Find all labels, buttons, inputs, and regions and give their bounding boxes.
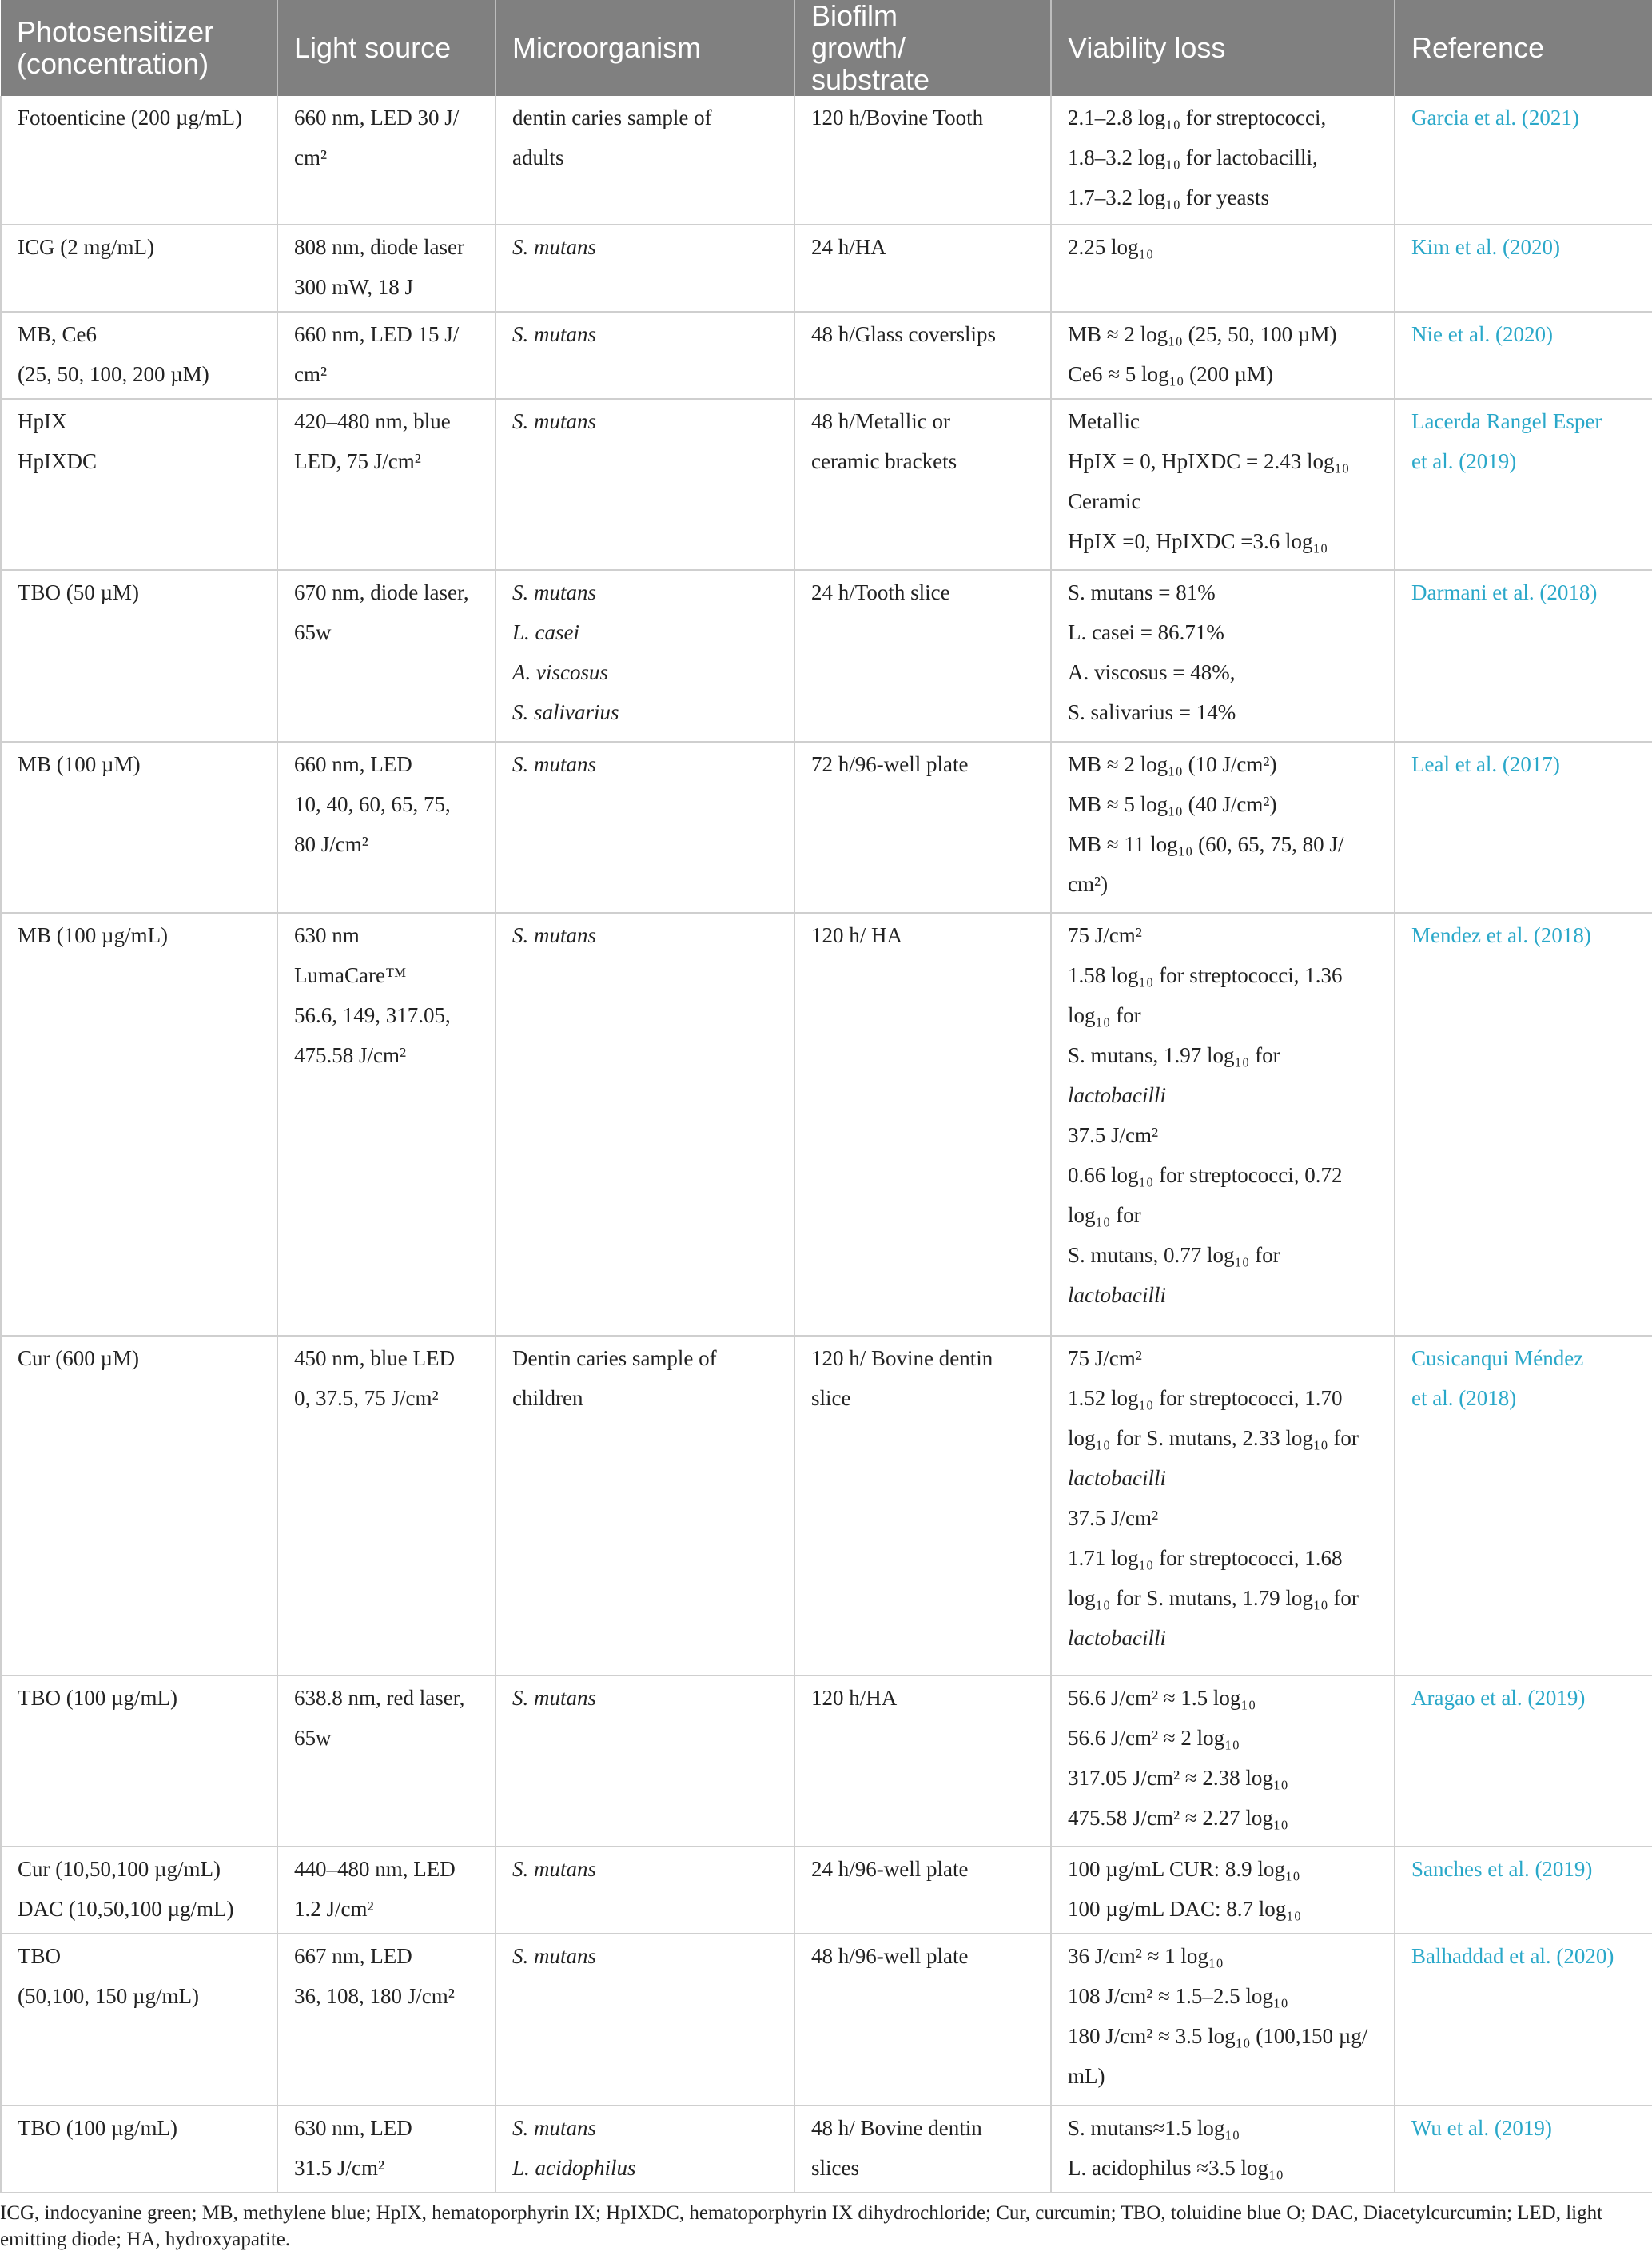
table-footnote: ICG, indocyanine green; MB, methylene blue; HpIX, hematoporphyrin IX; HpIXDC, hematoporphyrin IX dihydrochloride; Cur, curcumin; TBO, toluidine blue O; DAC, Diacetylcurcumin; LED, light emitting diode; HA, hydroxyapatite. — [0, 2202, 1603, 2250]
cell-biofilm — [794, 399, 1051, 570]
cell-biofilm — [794, 312, 1051, 399]
cell-viability-loss-line: HpIX = 0, HpIXDC = 2.43 log₁₀ — [1068, 449, 1350, 474]
header-light-source: Light source — [277, 0, 496, 96]
cell-viability-loss-line: 36 J/cm² ≈ 1 log₁₀ — [1068, 1944, 1224, 1969]
cell-light-source-line: 808 nm, diode laser — [294, 234, 464, 259]
cell-light-source-line: 630 nm, LED — [294, 2115, 412, 2140]
cell-biofilm-line: 120 h/ Bovine dentin — [811, 1346, 993, 1371]
cell-viability-loss-line: Ceramic — [1068, 489, 1141, 514]
header-viability-loss: Viability loss — [1051, 0, 1395, 96]
cell-reference-line[interactable]: et al. (2019) — [1411, 449, 1517, 474]
cell-biofilm-line: 120 h/HA — [811, 1685, 898, 1710]
cell-reference-line[interactable]: Balhaddad et al. (2020) — [1411, 1944, 1614, 1969]
table-row — [1, 2106, 1652, 2193]
cell-viability-loss — [1051, 570, 1395, 741]
cell-microorganism — [496, 1847, 794, 1934]
cell-light-source-line: 670 nm, diode laser, — [294, 580, 469, 605]
cell-photosensitizer — [1, 1847, 277, 1934]
cell-reference[interactable] — [1395, 399, 1652, 570]
cell-reference[interactable] — [1395, 2106, 1652, 2193]
cell-photosensitizer-line: HpIXDC — [18, 449, 97, 474]
cell-viability-loss-line: MB ≈ 5 log₁₀ (40 J/cm²) — [1068, 791, 1277, 816]
cell-reference-line[interactable]: Sanches et al. (2019) — [1411, 1857, 1593, 1882]
cell-viability-loss-line: lactobacilli — [1068, 1626, 1166, 1651]
cell-microorganism-line: A. viscosus — [512, 660, 608, 685]
cell-photosensitizer-line: TBO — [18, 1944, 61, 1969]
cell-light-source — [277, 399, 496, 570]
cell-biofilm-line: slice — [811, 1386, 851, 1411]
cell-photosensitizer-line: MB (100 µg/mL) — [18, 923, 169, 948]
cell-biofilm-line: 24 h/HA — [811, 234, 886, 259]
cell-biofilm-line: 24 h/Tooth slice — [811, 580, 950, 605]
table-row — [1, 1675, 1652, 1847]
cell-microorganism-line: children — [512, 1386, 583, 1411]
cell-light-source-line: 638.8 nm, red laser, — [294, 1685, 465, 1710]
cell-microorganism — [496, 1336, 794, 1675]
cell-viability-loss-line: S. mutans, 1.97 log₁₀ for — [1068, 1043, 1280, 1068]
cell-viability-loss-line: log₁₀ for S. mutans, 2.33 log₁₀ for — [1068, 1426, 1359, 1451]
cell-reference-line[interactable]: Wu et al. (2019) — [1411, 2115, 1552, 2140]
cell-microorganism-line: S. mutans — [512, 2115, 597, 2140]
cell-viability-loss-line: lactobacilli — [1068, 1083, 1166, 1108]
cell-biofilm-line: 48 h/Metallic or — [811, 409, 950, 434]
cell-photosensitizer-line: (50,100, 150 µg/mL) — [18, 1984, 200, 2009]
table-row — [1, 96, 1652, 225]
cell-viability-loss-line: 1.7–3.2 log₁₀ for yeasts — [1068, 185, 1270, 209]
cell-light-source-line: 0, 37.5, 75 J/cm² — [294, 1386, 439, 1411]
cell-microorganism-line: S. mutans — [512, 409, 597, 434]
cell-microorganism-line: S. mutans — [512, 234, 597, 259]
cell-microorganism — [496, 225, 794, 312]
cell-viability-loss-line: S. mutans = 81% — [1068, 580, 1216, 605]
cell-photosensitizer-line: Cur (10,50,100 µg/mL) — [18, 1857, 221, 1882]
cell-microorganism-line: S. mutans — [512, 1944, 597, 1969]
cell-light-source-line: 65w — [294, 620, 332, 645]
cell-light-source-line: 420–480 nm, blue — [294, 409, 451, 434]
cell-viability-loss — [1051, 1675, 1395, 1847]
header-microorganism: Microorganism — [496, 0, 794, 96]
cell-reference-line[interactable]: Nie et al. (2020) — [1411, 321, 1553, 346]
cell-viability-loss-line: 100 µg/mL DAC: 8.7 log₁₀ — [1068, 1897, 1302, 1922]
cell-reference[interactable] — [1395, 570, 1652, 741]
cell-viability-loss-line: S. salivarius = 14% — [1068, 700, 1236, 725]
cell-light-source-line: 450 nm, blue LED — [294, 1346, 455, 1371]
cell-biofilm-line: 72 h/96-well plate — [811, 751, 969, 776]
cell-biofilm — [794, 2106, 1051, 2193]
cell-viability-loss-line: L. casei = 86.71% — [1068, 620, 1224, 645]
cell-viability-loss-line: L. acidophilus ≈3.5 log₁₀ — [1068, 2155, 1284, 2180]
cell-viability-loss — [1051, 2106, 1395, 2193]
table-row — [1, 312, 1652, 399]
cell-microorganism-line: dentin caries sample of — [512, 106, 712, 129]
header-photosensitizer: Photosensitizer (concentration) — [1, 0, 277, 96]
table-header-row — [1, 0, 1652, 96]
cell-photosensitizer — [1, 2106, 277, 2193]
cell-light-source-line: 475.58 J/cm² — [294, 1043, 407, 1068]
cell-viability-loss-line: 56.6 J/cm² ≈ 2 log₁₀ — [1068, 1725, 1240, 1750]
table-row — [1, 399, 1652, 570]
cell-biofilm-line: 48 h/Glass coverslips — [811, 321, 996, 346]
cell-light-source-line: 440–480 nm, LED — [294, 1857, 456, 1882]
cell-light-source — [277, 2106, 496, 2193]
table-row — [1, 913, 1652, 1336]
cell-biofilm — [794, 742, 1051, 913]
cell-viability-loss-line: A. viscosus = 48%, — [1068, 660, 1236, 685]
cell-viability-loss-line: 37.5 J/cm² — [1068, 1123, 1159, 1148]
cell-viability-loss — [1051, 96, 1395, 225]
cell-reference-line[interactable]: Mendez et al. (2018) — [1411, 923, 1591, 948]
cell-light-source-line: 667 nm, LED — [294, 1944, 412, 1969]
cell-light-source-line: LED, 75 J/cm² — [294, 449, 421, 474]
cell-photosensitizer-line: TBO (100 µg/mL) — [18, 1685, 178, 1710]
cell-viability-loss-line: lactobacilli — [1068, 1466, 1166, 1491]
cell-photosensitizer-line: MB, Ce6 — [18, 321, 98, 346]
cell-light-source — [277, 225, 496, 312]
cell-viability-loss — [1051, 1934, 1395, 2105]
cell-reference-line[interactable]: et al. (2018) — [1411, 1386, 1517, 1411]
cell-viability-loss-line: 180 J/cm² ≈ 3.5 log₁₀ (100,150 µg/ — [1068, 2024, 1368, 2049]
cell-photosensitizer-line: ICG (2 mg/mL) — [18, 234, 154, 259]
cell-viability-loss — [1051, 1336, 1395, 1675]
cell-viability-loss-line: MB ≈ 2 log₁₀ (10 J/cm²) — [1068, 751, 1277, 776]
cell-photosensitizer — [1, 96, 277, 225]
cell-viability-loss-line: 2.1–2.8 log₁₀ for streptococci, — [1068, 106, 1327, 129]
cell-microorganism-line: S. salivarius — [512, 700, 619, 725]
cell-microorganism — [496, 312, 794, 399]
cell-biofilm — [794, 96, 1051, 225]
cell-light-source-line: LumaCare™ — [294, 963, 407, 988]
cell-light-source — [277, 1934, 496, 2105]
cell-biofilm-line: 120 h/ HA — [811, 923, 902, 948]
cell-photosensitizer-line: TBO (100 µg/mL) — [18, 2115, 178, 2140]
cell-photosensitizer-line: TBO (50 µM) — [18, 580, 140, 605]
header-biofilm: Biofilm growth/ substrate — [794, 0, 1051, 96]
cell-microorganism-line: S. mutans — [512, 751, 597, 776]
cell-light-source-line: cm² — [294, 145, 328, 169]
cell-microorganism-line: S. mutans — [512, 1685, 597, 1710]
cell-microorganism-line: L. casei — [512, 620, 579, 645]
cell-viability-loss-line: 75 J/cm² — [1068, 1346, 1142, 1371]
header-reference: Reference — [1395, 0, 1652, 96]
cell-viability-loss-line: mL) — [1068, 2064, 1105, 2089]
cell-viability-loss-line: S. mutans, 0.77 log₁₀ for — [1068, 1243, 1280, 1268]
cell-reference-line[interactable]: Leal et al. (2017) — [1411, 751, 1560, 776]
cell-microorganism — [496, 96, 794, 225]
cell-light-source-line: 630 nm — [294, 923, 360, 948]
cell-photosensitizer — [1, 1336, 277, 1675]
cell-reference[interactable] — [1395, 1675, 1652, 1847]
cell-viability-loss-line: Metallic — [1068, 409, 1140, 434]
cell-viability-loss-line: 475.58 J/cm² ≈ 2.27 log₁₀ — [1068, 1805, 1288, 1830]
cell-photosensitizer — [1, 1675, 277, 1847]
cell-microorganism — [496, 399, 794, 570]
cell-photosensitizer-line: (25, 50, 100, 200 µM) — [18, 361, 209, 386]
cell-photosensitizer-line: HpIX — [18, 409, 67, 434]
cell-photosensitizer-line: MB (100 µM) — [18, 751, 141, 776]
cell-biofilm — [794, 1675, 1051, 1847]
cell-light-source — [277, 1675, 496, 1847]
cell-viability-loss-line: Ce6 ≈ 5 log₁₀ (200 µM) — [1068, 361, 1273, 386]
cell-light-source — [277, 913, 496, 1336]
cell-viability-loss — [1051, 312, 1395, 399]
cell-viability-loss-line: log₁₀ for S. mutans, 1.79 log₁₀ for — [1068, 1586, 1359, 1611]
cell-reference-line[interactable]: Aragao et al. (2019) — [1411, 1685, 1586, 1710]
cell-light-source-line: 31.5 J/cm² — [294, 2155, 385, 2180]
cell-photosensitizer-line: Cur (600 µM) — [18, 1346, 140, 1371]
cell-light-source — [277, 1336, 496, 1675]
cell-biofilm — [794, 225, 1051, 312]
cell-viability-loss-line: lactobacilli — [1068, 1283, 1166, 1308]
cell-light-source-line: 80 J/cm² — [294, 831, 368, 856]
cell-microorganism-line: S. mutans — [512, 321, 597, 346]
cell-viability-loss-line: HpIX =0, HpIXDC =3.6 log₁₀ — [1068, 529, 1328, 554]
cell-microorganism — [496, 913, 794, 1336]
table-row — [1, 1934, 1652, 2105]
cell-microorganism-line: adults — [512, 145, 564, 169]
cell-photosensitizer-line: Fotoenticine (200 µg/mL) — [18, 106, 243, 129]
cell-light-source-line: 36, 108, 180 J/cm² — [294, 1984, 455, 2009]
cell-biofilm-line: 24 h/96-well plate — [811, 1857, 969, 1882]
cell-viability-loss-line: cm²) — [1068, 871, 1109, 896]
cell-light-source — [277, 570, 496, 741]
cell-viability-loss — [1051, 225, 1395, 312]
cell-biofilm-line: slices — [811, 2155, 859, 2180]
cell-viability-loss-line: 108 J/cm² ≈ 1.5–2.5 log₁₀ — [1068, 1984, 1288, 2009]
cell-reference[interactable] — [1395, 742, 1652, 913]
cell-reference[interactable] — [1395, 312, 1652, 399]
cell-viability-loss-line: 1.71 log₁₀ for streptococci, 1.68 — [1068, 1546, 1343, 1571]
cell-reference[interactable] — [1395, 96, 1652, 225]
cell-microorganism-line: Dentin caries sample of — [512, 1346, 717, 1371]
cell-biofilm — [794, 913, 1051, 1336]
cell-biofilm-line: 48 h/ Bovine dentin — [811, 2115, 982, 2140]
cell-light-source-line: 660 nm, LED — [294, 751, 412, 776]
cell-microorganism — [496, 570, 794, 741]
cell-viability-loss-line: MB ≈ 11 log₁₀ (60, 65, 75, 80 J/ — [1068, 831, 1344, 856]
cell-reference[interactable] — [1395, 1934, 1652, 2105]
cell-light-source-line: 300 mW, 18 J — [294, 274, 414, 299]
cell-viability-loss-line: log₁₀ for — [1068, 1203, 1141, 1228]
cell-photosensitizer — [1, 913, 277, 1336]
cell-viability-loss-line: log₁₀ for — [1068, 1003, 1141, 1028]
cell-viability-loss-line: 100 µg/mL CUR: 8.9 log₁₀ — [1068, 1857, 1300, 1882]
cell-viability-loss-line: 37.5 J/cm² — [1068, 1506, 1159, 1531]
cell-reference-line[interactable]: Lacerda Rangel Esper — [1411, 409, 1602, 434]
cell-reference[interactable] — [1395, 1336, 1652, 1675]
cell-biofilm — [794, 1336, 1051, 1675]
cell-microorganism-line: S. mutans — [512, 923, 597, 948]
cell-biofilm — [794, 1934, 1051, 2105]
cell-microorganism-line: L. acidophilus — [512, 2155, 636, 2180]
cell-light-source — [277, 96, 496, 225]
cell-viability-loss — [1051, 742, 1395, 913]
cell-light-source-line: 1.2 J/cm² — [294, 1897, 374, 1922]
cell-biofilm-line: 48 h/96-well plate — [811, 1944, 969, 1969]
cell-biofilm-line: ceramic brackets — [811, 449, 957, 474]
cell-viability-loss-line: 1.8–3.2 log₁₀ for lactobacilli, — [1068, 145, 1318, 169]
cell-reference-line[interactable]: Kim et al. (2020) — [1411, 234, 1560, 259]
cell-photosensitizer-line: DAC (10,50,100 µg/mL) — [18, 1897, 234, 1922]
cell-photosensitizer — [1, 742, 277, 913]
cell-microorganism — [496, 742, 794, 913]
cell-light-source-line: cm² — [294, 361, 328, 386]
table-row — [1, 1336, 1652, 1675]
cell-photosensitizer — [1, 225, 277, 312]
cell-viability-loss — [1051, 1847, 1395, 1934]
cell-light-source-line: 56.6, 149, 317.05, — [294, 1003, 451, 1028]
cell-viability-loss-line: 1.58 log₁₀ for streptococci, 1.36 — [1068, 963, 1343, 988]
cell-viability-loss-line: 1.52 log₁₀ for streptococci, 1.70 — [1068, 1386, 1343, 1411]
cell-light-source — [277, 1847, 496, 1934]
cell-reference[interactable] — [1395, 1847, 1652, 1934]
cell-biofilm — [794, 570, 1051, 741]
cell-biofilm-line: 120 h/Bovine Tooth — [811, 106, 984, 129]
table-row — [1, 225, 1652, 312]
cell-photosensitizer — [1, 312, 277, 399]
cell-reference[interactable] — [1395, 225, 1652, 312]
cell-viability-loss-line: S. mutans≈1.5 log₁₀ — [1068, 2115, 1240, 2140]
table-body — [1, 96, 1652, 2193]
cell-microorganism — [496, 2106, 794, 2193]
cell-viability-loss-line: MB ≈ 2 log₁₀ (25, 50, 100 µM) — [1068, 321, 1337, 346]
cell-reference[interactable] — [1395, 913, 1652, 1336]
cell-viability-loss-line: 56.6 J/cm² ≈ 1.5 log₁₀ — [1068, 1685, 1256, 1710]
cell-light-source — [277, 742, 496, 913]
cell-microorganism — [496, 1675, 794, 1847]
cell-microorganism-line: S. mutans — [512, 1857, 597, 1882]
cell-light-source-line: 10, 40, 60, 65, 75, — [294, 791, 451, 816]
cell-viability-loss-line: 2.25 log₁₀ — [1068, 234, 1154, 259]
cell-viability-loss-line: 317.05 J/cm² ≈ 2.38 log₁₀ — [1068, 1765, 1288, 1790]
cell-photosensitizer — [1, 1934, 277, 2105]
table-row — [1, 1847, 1652, 1934]
cell-biofilm — [794, 1847, 1051, 1934]
cell-reference-line[interactable]: Garcia et al. (2021) — [1411, 106, 1579, 129]
cell-photosensitizer — [1, 399, 277, 570]
cell-microorganism-line: S. mutans — [512, 580, 597, 605]
cell-light-source — [277, 312, 496, 399]
cell-viability-loss-line: 0.66 log₁₀ for streptococci, 0.72 — [1068, 1163, 1343, 1188]
cell-photosensitizer — [1, 570, 277, 741]
cell-light-source-line: 660 nm, LED 15 J/ — [294, 321, 460, 346]
cell-light-source-line: 660 nm, LED 30 J/ — [294, 106, 460, 129]
cell-reference-line[interactable]: Cusicanqui Méndez — [1411, 1346, 1584, 1371]
cell-reference-line[interactable]: Darmani et al. (2018) — [1411, 580, 1598, 605]
cell-viability-loss-line: 75 J/cm² — [1068, 923, 1142, 948]
table-row — [1, 742, 1652, 913]
cell-microorganism — [496, 1934, 794, 2105]
cell-viability-loss — [1051, 913, 1395, 1336]
cell-light-source-line: 65w — [294, 1725, 332, 1750]
table-row — [1, 570, 1652, 741]
cell-viability-loss — [1051, 399, 1395, 570]
